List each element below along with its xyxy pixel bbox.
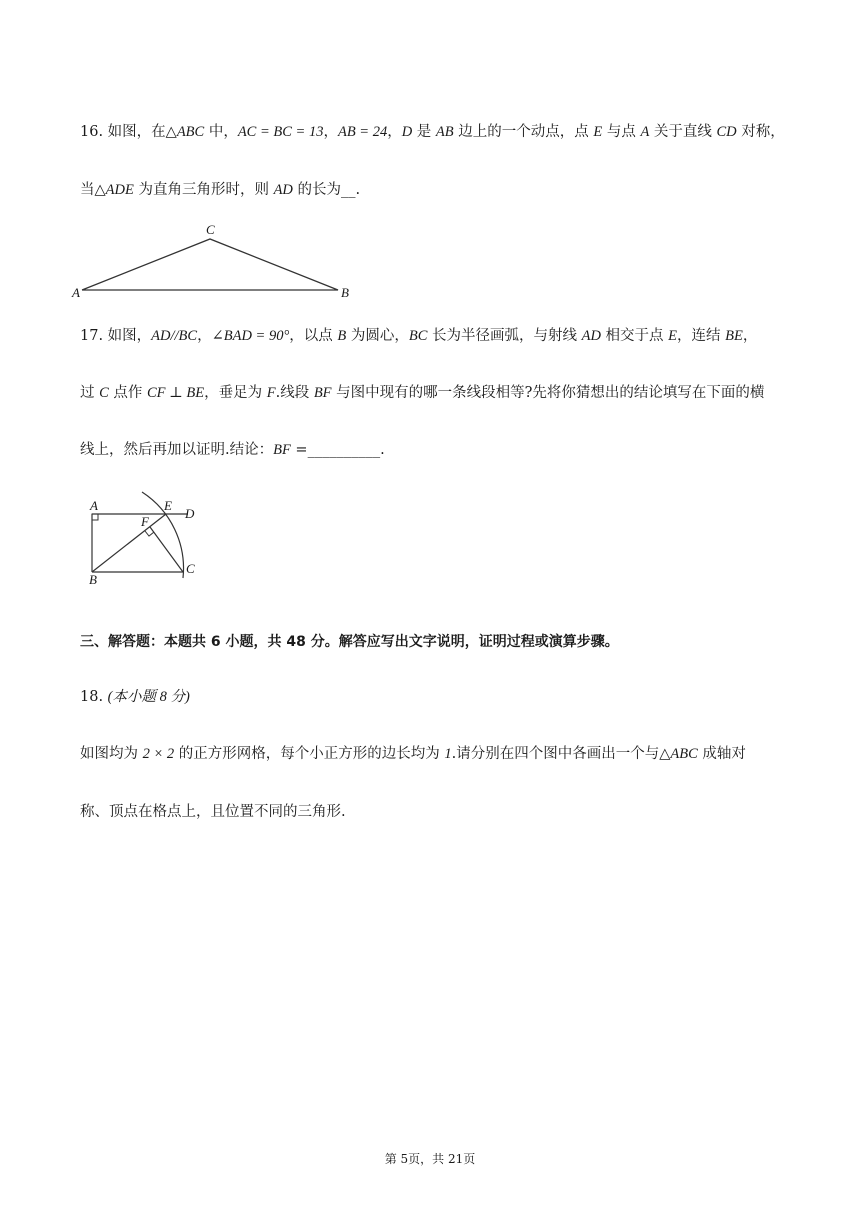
segment-be-line — [92, 514, 166, 572]
q17-line-3 — [80, 440, 385, 460]
text: 小题，共 — [220, 634, 287, 650]
text: 对称， — [736, 124, 785, 140]
right-angle-mark-a — [92, 514, 98, 520]
parallel-ad-bc: AD//BC — [151, 328, 198, 344]
q18-number-text: 18. — [80, 689, 108, 705]
point-a: A — [640, 124, 650, 140]
text: .请分别在四个图中各画出一个与△ — [451, 746, 671, 762]
angle-bad: ∠BAD = 90° — [211, 328, 290, 344]
q18-line-1 — [80, 744, 746, 764]
total-score: 48 — [286, 634, 306, 650]
triangle-abc: ABC — [176, 124, 205, 140]
q17-line-1 — [80, 326, 757, 346]
label-c: C — [206, 222, 215, 237]
text: ，以点 — [289, 328, 338, 344]
point-b: B — [337, 328, 347, 344]
label-e: E — [164, 498, 172, 513]
text: 点作 — [108, 385, 147, 401]
equation-ab: AB = 24 — [337, 124, 388, 140]
q16-line-1 — [80, 122, 785, 142]
text: .线段 — [275, 385, 314, 401]
text: 为圆心， — [346, 328, 409, 344]
label-a: A — [72, 285, 80, 300]
ray-ad: AD — [581, 328, 601, 344]
text: 为直角三角形时，则 — [133, 182, 274, 198]
triangle-ade: ADE — [105, 182, 134, 198]
q18-header — [80, 687, 190, 707]
section-3-heading — [80, 632, 619, 652]
point-f: F — [266, 385, 276, 401]
label-b: B — [341, 285, 349, 300]
text: ，连结 — [677, 328, 726, 344]
q16-triangle-figure — [70, 218, 370, 303]
q18-score-note: (本小题 8 分) — [107, 689, 190, 705]
text: 过 — [80, 385, 100, 401]
text: 相交于点 — [600, 328, 669, 344]
segment-ab: AB — [435, 124, 454, 140]
label-d: D — [185, 506, 195, 521]
point-e: E — [593, 124, 603, 140]
text: 成轴对 — [697, 746, 746, 762]
question-count: 6 — [210, 634, 221, 650]
text: 的长为__. — [292, 182, 361, 198]
text: 当△ — [80, 182, 106, 198]
text: 边上的一个动点，点 — [453, 124, 594, 140]
triangle-abc: ABC — [670, 746, 698, 762]
side-length: 1 — [444, 746, 452, 762]
page-footer: 第 5页，共 21页 — [384, 1152, 476, 1166]
equation-ac-bc: AC = BC = 13 — [237, 124, 324, 140]
label-c: C — [186, 561, 195, 576]
text: 三、解答题：本题共 — [80, 634, 211, 650]
text: ， — [197, 328, 212, 344]
segment-bc: BC — [408, 328, 428, 344]
perpendicular-cf-be: CF ⊥ BE — [147, 385, 205, 401]
q17-number-text: 17. 如图， — [80, 328, 152, 344]
text: 分。解答应写出文字说明，证明过程或演算步骤。 — [305, 634, 619, 650]
segment-bf: BF — [273, 442, 291, 458]
answer-blank: =__________. — [290, 442, 385, 458]
q18-line-2 — [80, 802, 346, 822]
label-a: A — [90, 498, 98, 513]
line-cd: CD — [716, 124, 737, 140]
segment-cf-line — [150, 527, 183, 572]
right-angle-mark-f — [145, 531, 154, 536]
triangle-abc-shape — [82, 239, 338, 290]
text: 如图均为 — [80, 746, 143, 762]
text: 中， — [204, 124, 238, 140]
text: 关于直线 — [649, 124, 717, 140]
text: 长为半径画弧，与射线 — [427, 328, 582, 344]
text: 线上，然后再加以证明.结论： — [80, 442, 274, 458]
text: 是 — [412, 124, 436, 140]
grid-size: 2 × 2 — [142, 746, 175, 762]
point-e: E — [668, 328, 678, 344]
segment-bf: BF — [313, 385, 332, 401]
q17-rectangle-arc-figure — [80, 490, 210, 588]
text: ， — [742, 328, 758, 344]
q17-line-2 — [80, 383, 764, 403]
point-d: D — [401, 124, 413, 140]
text: ， — [387, 124, 402, 140]
text: 与图中现有的哪一条线段相等?先将你猜想出的结论填写在下面的横 — [331, 385, 765, 401]
text: ，垂足为 — [204, 385, 267, 401]
label-f: F — [141, 514, 149, 529]
text: 的正方形网格，每个小正方形的边长均为 — [174, 746, 445, 762]
segment-ad: AD — [273, 182, 293, 198]
q16-number-text: 16. 如图，在△ — [80, 124, 177, 140]
text: ， — [323, 124, 338, 140]
q16-line-2 — [80, 180, 360, 200]
text: 称、顶点在格点上，且位置不同的三角形. — [80, 804, 346, 820]
segment-be: BE — [725, 328, 743, 344]
text: 与点 — [602, 124, 641, 140]
point-c: C — [99, 385, 109, 401]
label-b: B — [89, 572, 97, 587]
